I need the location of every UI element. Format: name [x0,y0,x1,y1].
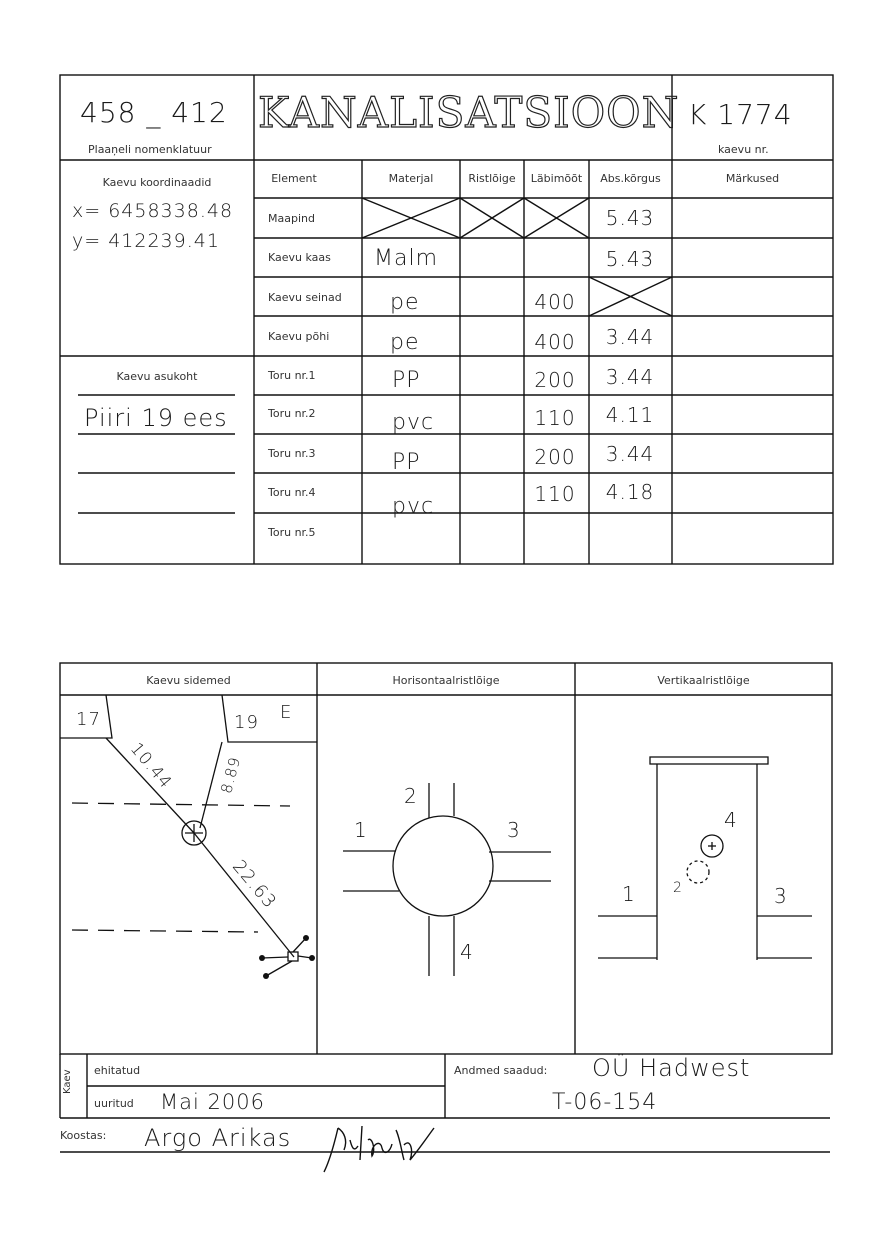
header-material: Materjal [388,172,434,185]
vertical-section-sketch [598,757,812,960]
diameter-cell: 200 [534,445,576,469]
direction-letter: E [280,702,293,723]
distance-label-3: 22.63 [228,856,281,913]
data-reference: T-06-154 [552,1090,658,1115]
footer-side-label: Kaev [62,1069,73,1094]
pipe-number-2: 2 [404,784,418,808]
diameter-cell: 400 [534,290,576,314]
diameter-cell: 200 [534,368,576,392]
row-label: Toru nr.4 [268,486,316,499]
plot-left-number: 17 [76,709,101,730]
abs-height-cell: 4.11 [605,403,655,427]
connections-title: Kaevu sidemed [146,674,231,687]
abs-height-cell: 5.43 [605,206,655,230]
footer-label-measured: uuritud [94,1097,134,1110]
plot-right-number: 19 [234,712,259,733]
pipe-number-1: 1 [354,818,368,842]
material-cell: pe [390,290,420,315]
material-cell: pe [390,330,420,355]
pipe-number-4: 4 [460,940,474,964]
signature-mark [324,1126,434,1172]
abs-height-cell: 3.44 [605,442,655,466]
horizontal-section-title: Horisontaalristlõige [392,674,500,687]
header-cross-section: Ristlõige [468,172,516,185]
row-label: Toru nr.3 [268,447,316,460]
material-cell: PP [392,368,421,393]
horizontal-section-sketch [343,783,551,976]
diameter-cell: 110 [534,482,576,506]
header-diameter: Läbimõõt [530,172,583,185]
material-cell: pvc [392,410,435,435]
abs-height-cell: 5.43 [605,247,655,271]
measured-date: Mai 2006 [160,1090,265,1114]
row-label: Kaevu seinad [268,291,342,304]
header-remarks: Märkused [725,172,780,185]
vertical-pipe-number-4: 4 [724,808,738,832]
vertical-section-title: Vertikaalristlõige [657,674,750,687]
header-abs-height: Abs.kõrgus [600,172,661,185]
abs-height-cell: 3.44 [605,365,655,389]
distance-label-1: 10.44 [125,739,176,793]
abs-height-cell: 3.44 [605,325,655,349]
vertical-pipe-number-1: 1 [622,882,636,906]
location-value: Piiri 19 ees [84,404,228,432]
compiled-by-label: Koostas: [60,1129,107,1142]
form-title: KANALISATSIOON [258,88,680,137]
abs-height-cell: 4.18 [605,480,655,504]
distance-label-2: 8.89 [217,754,245,796]
coordinates-label: Kaevu koordinaadid [102,176,212,189]
material-cell: PP [392,450,421,475]
data-source-label: Andmed saadud: [454,1064,548,1077]
location-label: Kaevu asukoht [116,370,198,383]
material-cell: Malm [374,246,439,271]
row-label: Toru nr.2 [268,407,316,420]
coordinate-x: x= 6458338.48 [72,200,234,222]
row-label: Maapind [268,212,315,225]
header-element: Element [271,172,317,185]
vertical-pipe-number-2: 2 [673,880,683,896]
plan-nomenclature-label: Plaaņeli nomenklatuur [88,143,212,156]
row-label: Kaevu kaas [268,251,331,264]
connections-sketch [60,695,317,976]
pipe-number-3: 3 [507,818,521,842]
row-label: Kaevu põhi [268,330,330,343]
row-label: Toru nr.1 [268,369,316,382]
diameter-cell: 400 [534,330,576,354]
data-source-value: OÜ Hadwest [592,1054,751,1082]
well-number-value: K 1774 [688,98,793,131]
material-cell: pvc [392,494,435,519]
row-label: Toru nr.5 [268,526,316,539]
diameter-cell: 110 [534,406,576,430]
well-number-label: kaevu nr. [718,143,769,156]
footer-label-checked: ehitatud [94,1064,141,1077]
vertical-pipe-number-3: 3 [774,884,788,908]
compiled-by-name: Argo Arikas [144,1124,292,1152]
coordinate-y: y= 412239.41 [72,230,220,252]
plan-nomenclature-value: 458 _ 412 [80,96,228,129]
